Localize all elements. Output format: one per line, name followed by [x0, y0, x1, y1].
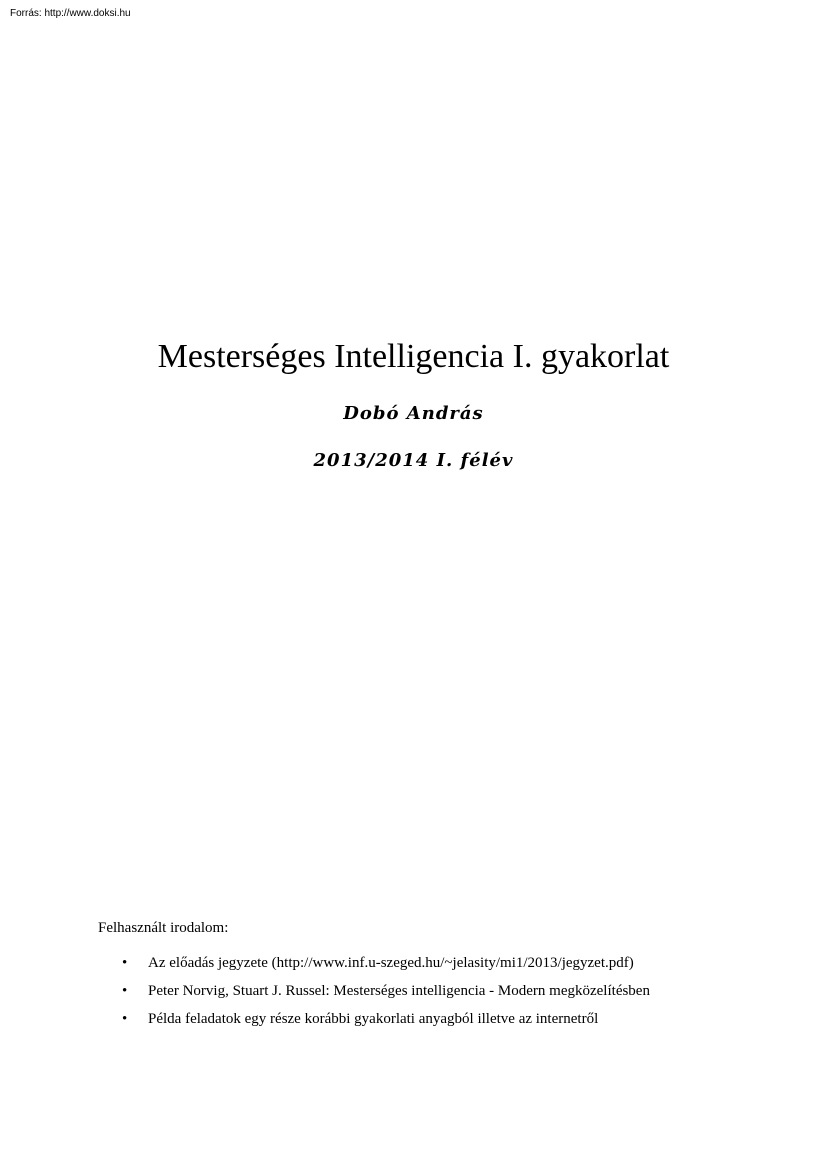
literature-item-text: Példa feladatok egy része korábbi gyakorlati anyagból illetve az internetről — [148, 1011, 599, 1027]
literature-item-text: Az előadás jegyzete (http://www.inf.u-szeged.hu/~jelasity/mi1/2013/jegyzet.pdf) — [148, 955, 634, 971]
literature-item-text: Peter Norvig, Stuart J. Russel: Mesterséges intelligencia - Modern megközelítésben — [148, 983, 650, 999]
bullet-icon: • — [122, 983, 128, 999]
document-title: Mesterséges Intelligencia I. gyakorlat — [157, 338, 670, 375]
bullet-icon: • — [122, 1011, 128, 1027]
semester-label: 2013/2014 I. félév — [313, 450, 514, 471]
bullet-icon: • — [122, 955, 128, 971]
literature-heading: Felhasznált irodalom: — [98, 920, 229, 936]
source-line: Forrás: http://www.doksi.hu — [10, 8, 131, 19]
author-name: Dobó András — [343, 403, 484, 424]
